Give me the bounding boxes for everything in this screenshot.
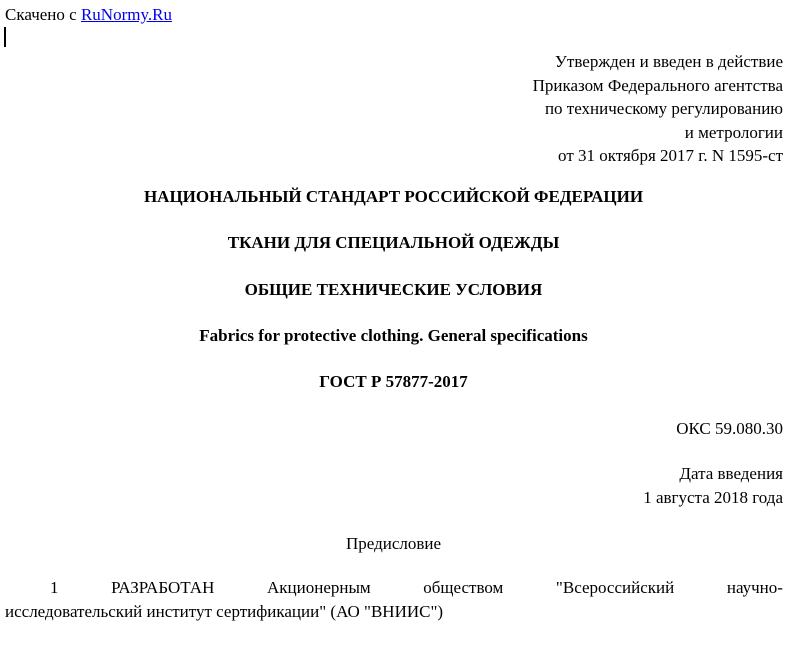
preface-item-1-line-2: исследовательский институт сертификации" (АО "ВНИИС") <box>5 601 444 621</box>
standard-designation: ГОСТ Р 57877-2017 <box>319 372 468 391</box>
source-prefix: Скачено с <box>5 5 81 24</box>
approval-line: Приказом Федерального агентства <box>532 75 783 95</box>
word: Акционерным <box>266 578 371 597</box>
preface-title: Предисловие <box>345 534 442 553</box>
text-cursor <box>4 27 6 47</box>
approval-line: от 31 октября 2017 г. N 1595-ст <box>558 146 783 165</box>
document-title: ТКАНИ ДЛЯ СПЕЦИАЛЬНОЙ ОДЕЖДЫ <box>227 233 560 252</box>
word: "Всероссийский <box>555 578 675 597</box>
preface-item-1 <box>5 576 783 623</box>
oks-code: ОКС 59.080.30 <box>676 419 783 438</box>
approval-line: и метрологии <box>684 122 783 142</box>
approval-block <box>533 50 783 168</box>
word: научно- <box>726 578 783 597</box>
preface-item-1-line-1 <box>5 576 783 600</box>
introduction-date-value: 1 августа 2018 года <box>643 487 783 507</box>
introduction-date-label: Дата введения <box>679 464 783 483</box>
word: РАЗРАБОТАН <box>111 578 215 597</box>
document-subtitle: ОБЩИЕ ТЕХНИЧЕСКИЕ УСЛОВИЯ <box>244 280 543 299</box>
source-link[interactable]: RuNormy.Ru <box>80 5 172 24</box>
english-title: Fabrics for protective clothing. General specifications <box>199 326 588 345</box>
approval-line: по техническому регулированию <box>544 99 783 118</box>
source-line <box>5 5 172 25</box>
national-standard-heading: НАЦИОНАЛЬНЫЙ СТАНДАРТ РОССИЙСКОЙ ФЕДЕРАЦИИ <box>143 187 644 206</box>
word: обществом <box>423 578 504 597</box>
approval-line: Утвержден и введен в действие <box>554 52 783 71</box>
word: 1 <box>50 578 59 597</box>
